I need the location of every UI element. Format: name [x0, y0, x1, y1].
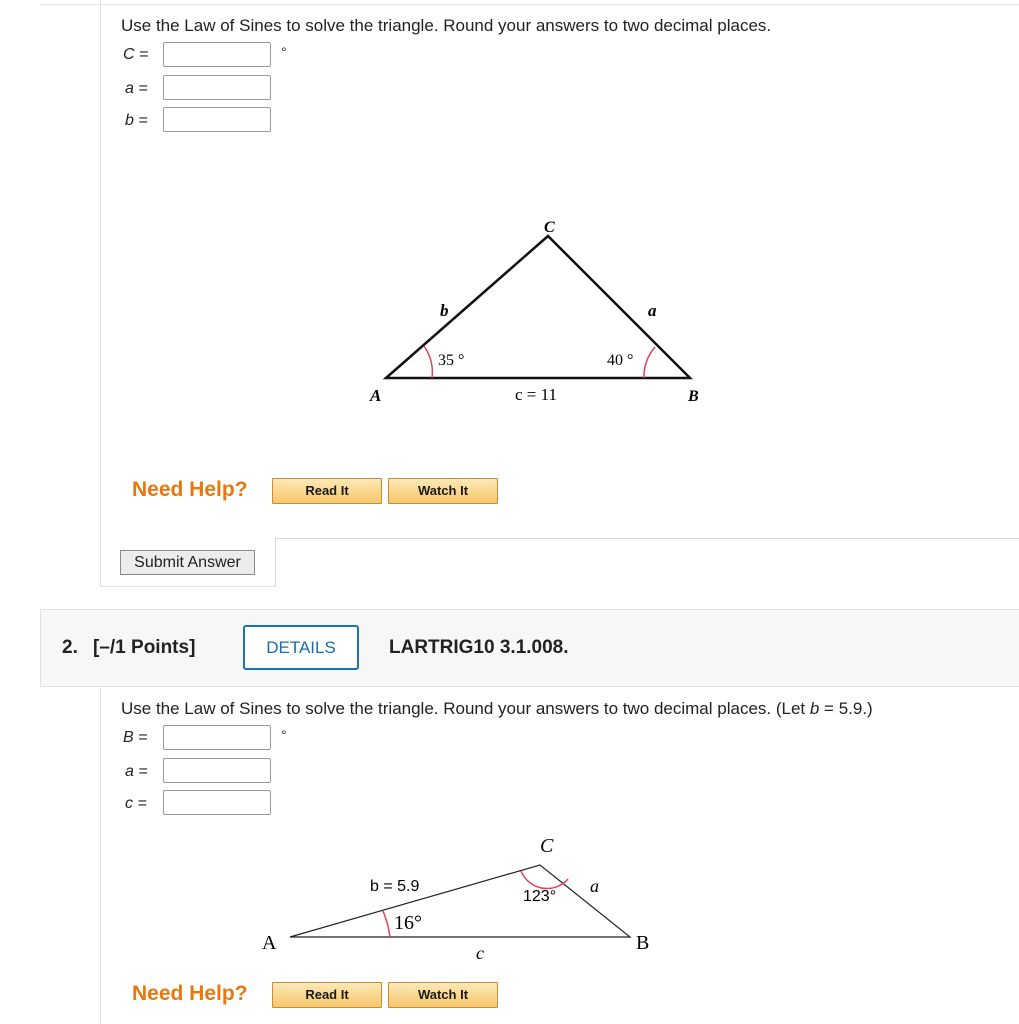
q1-label-b: b = — [125, 112, 148, 129]
q1-input-b[interactable] — [163, 107, 271, 132]
q1-degree-symbol: ° — [281, 44, 287, 60]
question1-prompt: Use the Law of Sines to solve the triangle. Round your answers to two decimal places. — [121, 16, 772, 35]
q1-triangle-figure — [360, 210, 720, 410]
q2-points: [–/1 Points] — [93, 637, 196, 658]
q1-watch-it-button[interactable]: Watch It — [388, 478, 498, 504]
question2-left-border — [100, 688, 101, 1024]
q2-prompt-main: Use the Law of Sines to solve the triangle. Round your answers to two decimal places. (Let — [121, 699, 810, 718]
q1-vertex-B: B — [688, 388, 699, 405]
question1-bottom-border — [100, 586, 275, 587]
q1-vertex-A: A — [370, 386, 382, 405]
q1-triangle — [386, 236, 690, 378]
q2-vertex-C: C — [540, 835, 554, 857]
top-border — [40, 0, 1019, 5]
q1-label-a: a = — [125, 80, 148, 97]
q2-prompt-var: b — [809, 699, 820, 718]
q1-angle-arc-A — [424, 346, 432, 378]
q2-input-a[interactable] — [163, 758, 271, 783]
q2-input-c[interactable] — [163, 790, 271, 815]
q1-side-b: b — [440, 301, 449, 320]
q2-read-it-button[interactable]: Read It — [272, 982, 382, 1008]
q2-angle-arc-C — [521, 871, 568, 889]
q2-label-B: B = — [123, 729, 148, 746]
q1-label-C: C = — [123, 46, 149, 63]
q1-angle-B-label: 40 ° — [607, 352, 634, 369]
q1-feedback-area — [275, 538, 1019, 587]
q2-label-a: a = — [125, 763, 148, 780]
q2-need-help: Need Help? — [132, 982, 248, 1005]
q1-input-C[interactable] — [163, 42, 271, 67]
q2-side-c: c — [476, 943, 484, 963]
q2-angle-A-label: 16° — [394, 912, 422, 934]
q2-angle-arc-A — [383, 911, 390, 937]
q2-degree-symbol: ° — [281, 727, 287, 743]
details-button[interactable]: DETAILS — [243, 625, 359, 670]
q2-triangle-figure — [250, 825, 670, 965]
q2-number: 2. — [62, 637, 78, 658]
q2-watch-it-button[interactable]: Watch It — [388, 982, 498, 1008]
question2-prompt — [121, 699, 873, 719]
q2-input-B[interactable] — [163, 725, 271, 750]
submit-answer-button[interactable]: Submit Answer — [120, 550, 255, 575]
q1-need-help: Need Help? — [132, 478, 248, 501]
q2-label-c: c = — [125, 795, 147, 812]
q2-side-b: b = 5.9 — [370, 878, 420, 895]
q1-side-c: c = 11 — [515, 385, 558, 404]
q1-read-it-button[interactable]: Read It — [272, 478, 382, 504]
q2-problem-code: LARTRIG10 3.1.008. — [389, 637, 569, 658]
q1-side-a: a — [648, 301, 657, 320]
q1-vertex-C: C — [544, 219, 555, 236]
q2-vertex-B: B — [636, 932, 650, 954]
question1-left-border — [100, 0, 101, 586]
q2-side-a: a — [590, 876, 599, 896]
q1-angle-A-label: 35 ° — [438, 352, 465, 369]
q2-angle-C-label: 123° — [523, 888, 557, 905]
q2-vertex-A: A — [262, 932, 277, 954]
q1-input-a[interactable] — [163, 75, 271, 100]
q2-triangle — [290, 865, 630, 937]
q1-angle-arc-B — [644, 347, 655, 378]
q2-prompt-end: = 5.9.) — [819, 699, 873, 718]
